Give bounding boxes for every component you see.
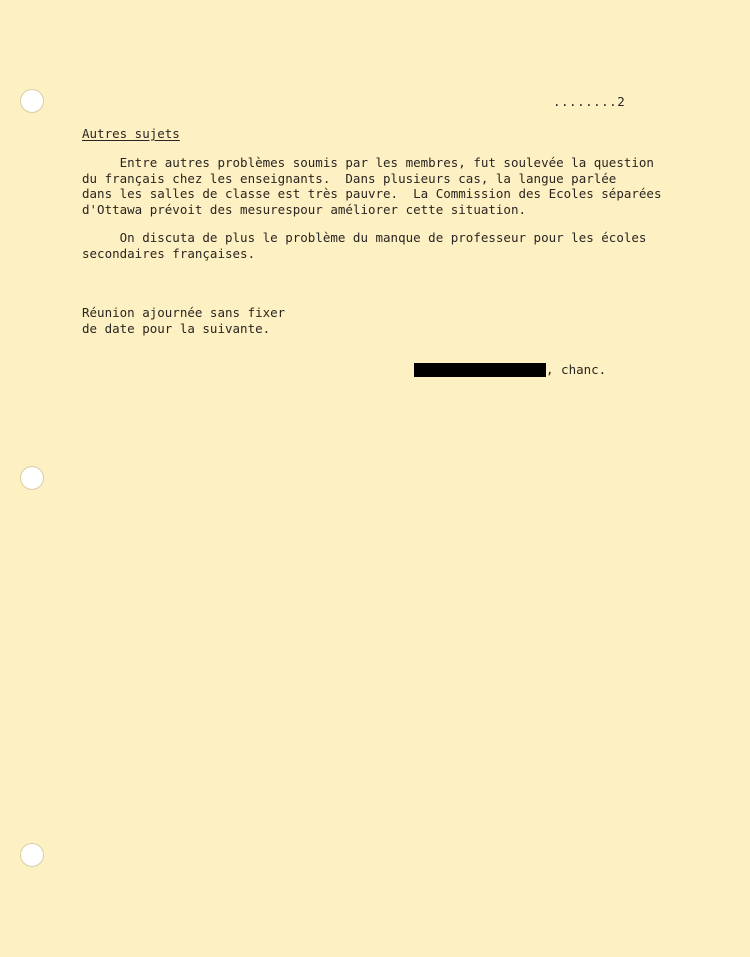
paragraph-line: du français chez les enseignants. Dans plusieurs cas, la langue parlée	[82, 170, 617, 186]
binder-hole-bottom	[20, 843, 44, 867]
paragraph-line: Réunion ajournée sans fixer	[82, 305, 286, 320]
signature-line	[414, 362, 606, 377]
paragraph-line: de date pour la suivante.	[82, 320, 271, 336]
section-heading: Autres sujets	[82, 126, 180, 141]
binder-hole-top	[20, 89, 44, 113]
redaction-bar	[414, 363, 546, 377]
paragraph-adjournment	[82, 305, 285, 336]
paragraph-teacher-shortage	[82, 230, 646, 261]
paragraph-line: On discuta de plus le problème du manque de professeur pour les écoles	[82, 230, 647, 245]
paragraph-other-issues	[82, 155, 661, 217]
signature-title: , chanc.	[546, 362, 607, 377]
page-number: ........2	[553, 94, 626, 109]
binder-hole-middle	[20, 466, 44, 490]
paragraph-line: d'Ottawa prévoit des mesurespour améliorer cette situation.	[82, 201, 527, 217]
paragraph-line: dans les salles de classe est très pauvre. La Commission des Ecoles séparées	[82, 186, 662, 201]
paragraph-line: secondaires françaises.	[82, 245, 256, 261]
paragraph-line: Entre autres problèmes soumis par les membres, fut soulevée la question	[82, 155, 654, 170]
